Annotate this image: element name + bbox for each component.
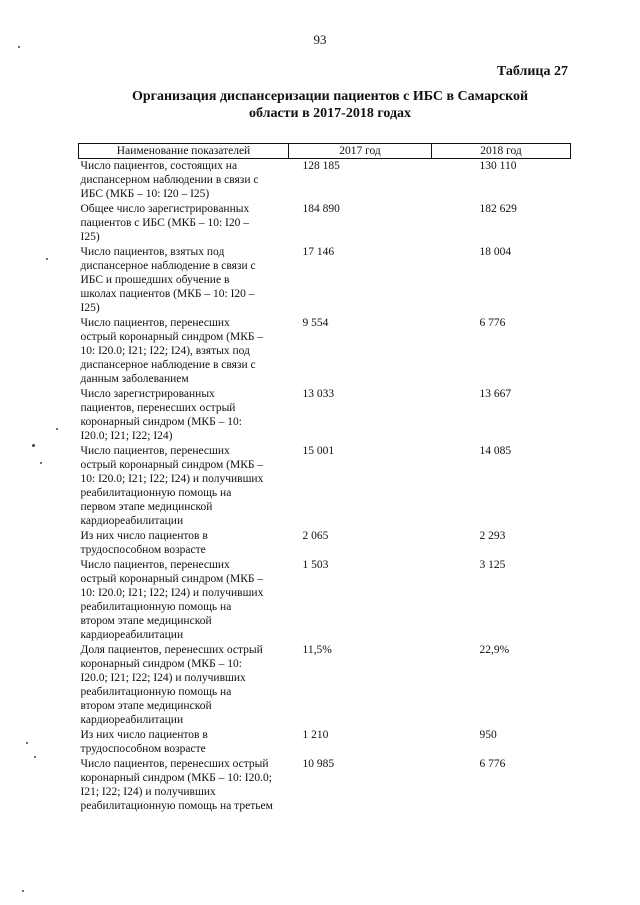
- scan-speck: [56, 428, 58, 430]
- table-row: [79, 529, 571, 558]
- indicator-name-line: 10: I20.0; I21; I22; I24) и получивших: [80, 587, 264, 599]
- indicator-name-line: кардиореабилитации: [80, 629, 184, 641]
- table-row: [79, 757, 571, 814]
- indicator-name-line: диспансерное наблюдение в связи с: [80, 359, 256, 371]
- indicator-name-line: Число пациентов, перенесших: [80, 559, 230, 571]
- indicator-name-cell: [79, 316, 289, 387]
- indicator-name-line: Число пациентов, перенесших: [80, 317, 230, 329]
- column-header-2018: 2018 год: [432, 144, 571, 159]
- value-2018-cell: 13 667: [479, 388, 512, 400]
- indicator-name-line: Число пациентов, перенесших: [80, 445, 230, 457]
- value-2018-cell: 182 629: [479, 203, 517, 215]
- column-header-2017: 2017 год: [289, 144, 432, 159]
- indicator-name-line: 10: I20.0; I21; I22; I24) и получивших: [80, 473, 264, 485]
- indicator-name-line: данным заболеванием: [80, 373, 189, 385]
- scan-speck: [34, 756, 36, 758]
- table-row: [79, 202, 571, 245]
- table-row: [79, 643, 571, 728]
- indicator-name-line: реабилитационную помощь на: [80, 601, 232, 613]
- indicator-name-line: пациентов с ИБС (МКБ – 10: I20 –: [80, 217, 249, 229]
- table-header-row: [79, 144, 571, 159]
- scan-speck: [22, 890, 24, 892]
- page-number: 93: [313, 32, 327, 47]
- value-2017-cell: 9 554: [302, 317, 329, 329]
- indicator-name-line: ИБС и прошедших обучение в: [80, 274, 230, 286]
- table-row: [79, 728, 571, 757]
- indicator-name-line: I20.0; I21; I22; I24) и получивших: [80, 672, 246, 684]
- value-2017-cell: 184 890: [302, 203, 340, 215]
- column-header-name: Наименование показателей: [79, 144, 289, 159]
- indicator-name-line: Число пациентов, перенесших острый: [80, 758, 269, 770]
- value-2017-cell: 1 503: [302, 559, 329, 571]
- indicator-name-line: острый коронарный синдром (МКБ –: [80, 459, 264, 471]
- indicator-name-line: втором этапе медицинской: [80, 615, 212, 627]
- indicator-name-cell: [79, 757, 289, 814]
- indicators-table: [78, 143, 571, 814]
- indicator-name-line: школах пациентов (МКБ – 10: I20 –: [80, 288, 255, 300]
- indicator-name-line: втором этапе медицинской: [80, 700, 212, 712]
- table-row: [79, 245, 571, 316]
- table-body: [79, 159, 571, 815]
- value-2018-cell: 950: [479, 729, 497, 741]
- indicator-name-line: реабилитационную помощь на третьем: [80, 800, 273, 812]
- value-2017-cell: 128 185: [302, 160, 340, 172]
- value-2018-cell: 14 085: [479, 445, 512, 457]
- indicator-name-cell: [79, 728, 289, 757]
- indicator-name-line: трудоспособном возрасте: [80, 544, 206, 556]
- indicator-name-line: кардиореабилитации: [80, 714, 184, 726]
- value-2017-cell: 11,5%: [302, 644, 332, 656]
- indicator-name-cell: [79, 558, 289, 643]
- indicator-name-cell: [79, 159, 289, 203]
- indicator-name-cell: [79, 643, 289, 728]
- indicator-name-cell: [79, 387, 289, 444]
- value-2017-cell: 15 001: [302, 445, 335, 457]
- indicator-name-line: Доля пациентов, перенесших острый: [80, 644, 263, 656]
- indicator-name-cell: [79, 529, 289, 558]
- indicator-name-line: I20.0; I21; I22; I24): [80, 430, 173, 442]
- value-2018-cell: 6 776: [479, 317, 506, 329]
- indicator-name-line: Общее число зарегистрированных: [80, 203, 250, 215]
- value-2018-cell: 18 004: [479, 246, 512, 258]
- value-2018-cell: 6 776: [479, 758, 506, 770]
- indicator-name-line: кардиореабилитации: [80, 515, 184, 527]
- scan-speck: [40, 462, 42, 464]
- table-row: [79, 316, 571, 387]
- table-row: [79, 159, 571, 203]
- indicator-name-line: I25): [80, 302, 100, 314]
- value-2017-cell: 10 985: [302, 758, 335, 770]
- indicator-name-line: Число зарегистрированных: [80, 388, 215, 400]
- indicator-name-line: 10: I20.0; I21; I22; I24), взятых под: [80, 345, 250, 357]
- indicator-name-cell: [79, 202, 289, 245]
- title-line-2: области в 2017-2018 годах: [248, 106, 412, 121]
- indicator-name-line: трудоспособном возрасте: [80, 743, 206, 755]
- value-2017-cell: 2 065: [302, 530, 329, 542]
- scan-speck: [26, 742, 28, 744]
- indicator-name-line: острый коронарный синдром (МКБ –: [80, 573, 264, 585]
- indicator-name-line: I25): [80, 231, 100, 243]
- indicator-name-line: Из них число пациентов в: [80, 729, 208, 741]
- indicator-name-line: коронарный синдром (МКБ – 10: I20.0;: [80, 772, 272, 784]
- value-2018-cell: 130 110: [479, 160, 517, 172]
- indicator-name-line: коронарный синдром (МКБ – 10:: [80, 658, 242, 670]
- indicator-name-line: пациентов, перенесших острый: [80, 402, 236, 414]
- value-2017-cell: 17 146: [302, 246, 335, 258]
- document-title: [100, 88, 560, 122]
- table-row: [79, 444, 571, 529]
- indicator-name-cell: [79, 245, 289, 316]
- value-2017-cell: 13 033: [302, 388, 335, 400]
- value-2017-cell: 1 210: [302, 729, 329, 741]
- table-label: Таблица 27: [496, 64, 568, 79]
- title-line-1: Организация диспансеризации пациентов с ИБС в Самарской: [131, 89, 529, 104]
- indicator-name-line: I21; I22; I24) и получивших: [80, 786, 216, 798]
- indicator-name-line: Из них число пациентов в: [80, 530, 208, 542]
- indicator-name-line: диспансерное наблюдение в связи с: [80, 260, 256, 272]
- indicator-name-cell: [79, 444, 289, 529]
- scan-speck: [32, 444, 35, 447]
- indicator-name-line: Число пациентов, взятых под: [80, 246, 225, 258]
- indicator-name-line: диспансерном наблюдении в связи с: [80, 174, 259, 186]
- value-2018-cell: 2 293: [479, 530, 506, 542]
- scan-speck: [46, 258, 48, 260]
- indicator-name-line: первом этапе медицинской: [80, 501, 213, 513]
- indicator-name-line: Число пациентов, состоящих на: [80, 160, 238, 172]
- table-row: [79, 558, 571, 643]
- indicator-name-line: ИБС (МКБ – 10: I20 – I25): [80, 188, 210, 200]
- indicator-name-line: реабилитационную помощь на: [80, 686, 232, 698]
- table-row: [79, 387, 571, 444]
- value-2018-cell: 22,9%: [479, 644, 510, 656]
- indicator-name-line: коронарный синдром (МКБ – 10:: [80, 416, 242, 428]
- scan-speck: [18, 46, 20, 48]
- indicator-name-line: реабилитационную помощь на: [80, 487, 232, 499]
- value-2018-cell: 3 125: [479, 559, 506, 571]
- indicator-name-line: острый коронарный синдром (МКБ –: [80, 331, 264, 343]
